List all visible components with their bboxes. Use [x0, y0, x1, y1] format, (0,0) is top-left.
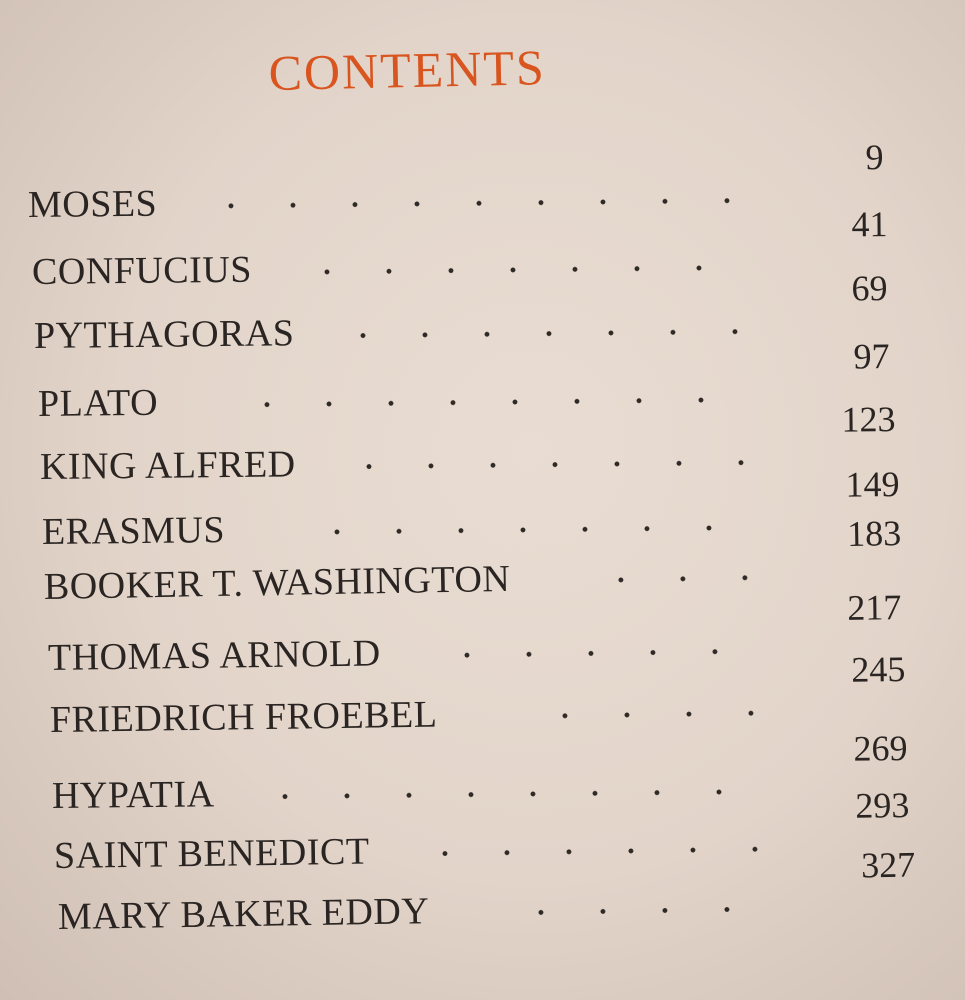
entry-title: MARY BAKER EDDY — [57, 890, 430, 938]
dot-leader — [254, 789, 766, 800]
page-number: 69 — [851, 268, 888, 309]
contents-entry — [37, 336, 938, 432]
dot-leader — [510, 906, 772, 916]
entry-title: PYTHAGORAS — [33, 312, 295, 357]
dot-leader — [590, 574, 792, 584]
dot-leader — [332, 328, 782, 339]
page-number: 293 — [855, 785, 910, 826]
entry-title: FRIEDRICH FROEBEL — [49, 693, 438, 741]
entry-title: SAINT BENEDICT — [53, 830, 370, 877]
entry-title: CONFUCIUS — [31, 248, 253, 293]
page-number: 217 — [847, 587, 902, 628]
contents-entry — [31, 204, 932, 300]
dot-leader — [200, 197, 780, 209]
dot-leader — [306, 525, 748, 536]
page-number: 269 — [853, 728, 908, 769]
contents-entry — [51, 728, 952, 824]
page-number: 183 — [846, 513, 902, 554]
page-number: 97 — [853, 336, 890, 377]
dot-leader — [534, 710, 796, 720]
page-number: 245 — [851, 649, 906, 690]
dot-leader — [414, 846, 800, 857]
page-number: 123 — [841, 399, 896, 440]
dot-leader — [236, 397, 748, 408]
page-number: 149 — [845, 464, 900, 505]
entry-title: HYPATIA — [51, 773, 215, 817]
dot-leader — [296, 265, 745, 276]
entry-title: THOMAS ARNOLD — [47, 632, 381, 679]
contents-title: CONTENTS — [268, 39, 547, 101]
entry-title: PLATO — [37, 381, 159, 425]
entry-title: BOOKER T. WASHINGTON — [43, 557, 511, 608]
entry-title: KING ALFRED — [39, 443, 296, 488]
page-number: 327 — [860, 844, 916, 886]
dot-leader — [338, 459, 784, 470]
contents-entry — [47, 587, 949, 686]
page-number: 41 — [851, 204, 888, 245]
dot-leader — [436, 648, 760, 659]
entry-title: MOSES — [27, 182, 158, 226]
contents-entry — [27, 137, 928, 233]
entry-title: ERASMUS — [41, 509, 226, 553]
page-number: 9 — [865, 137, 884, 178]
